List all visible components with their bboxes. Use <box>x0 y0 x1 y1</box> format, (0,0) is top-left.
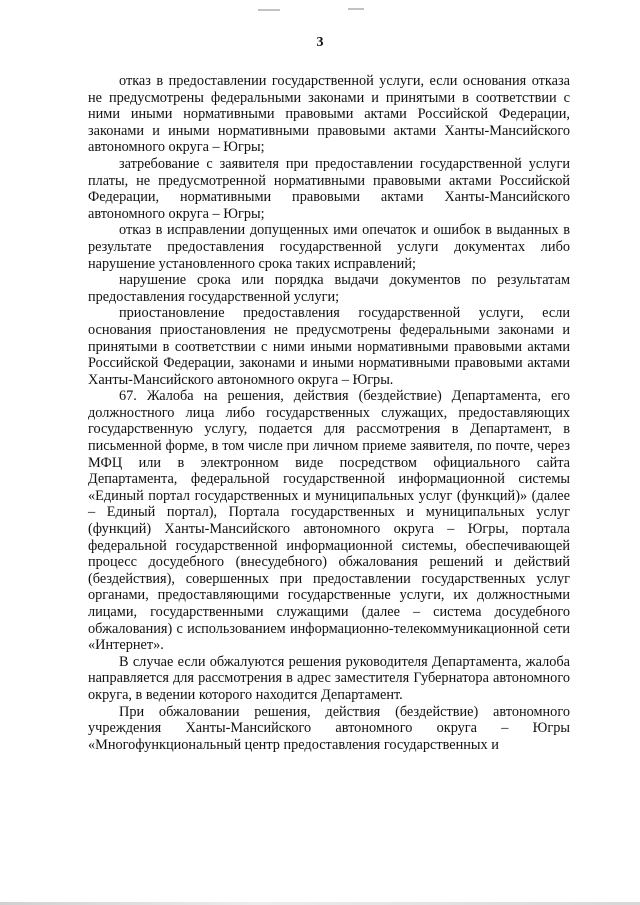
paragraph: При обжаловании решения, действия (бездействие) автономного учреждения Ханты-Мансийского автономного округа – Югры «Многофункциональный центр предоставления государственных и <box>88 703 570 753</box>
paragraph: нарушение срока или порядка выдачи документов по результатам предоставления государственной услуги; <box>88 272 570 305</box>
paragraph: затребование с заявителя при предоставлении государственной услуги платы, не предусмотренной нормативными правовыми актами Российской Федерации, нормативными правовыми актами Ханты-Мансийского автономного округа – Югры; <box>88 155 570 222</box>
paragraph: отказ в предоставлении государственной услуги, если основания отказа не предусмотрены федеральными законами и принятыми в соответствии с ними иными нормативными правовыми актами Российской Федерации, законами и иными нормативными правовыми актами Ханты-Мансийского автономного округа – Югры; <box>88 73 570 156</box>
document-body <box>88 73 570 753</box>
scan-mark-right <box>348 8 364 10</box>
paragraph: 67. Жалоба на решения, действия (бездействие) Департамента, его должностного лица либо государственных служащих, предоставляющих государственную услугу, подается для рассмотрения в Департамент, в письменной форме, в том числе при личном приеме заявителя, по почте, через МФЦ или в электронном виде посредством официального сайта Департамента, федеральной государственной информационной системы «Единый портал государственных и муниципальных услуг (функций)» (далее – Единый портал), Портала государственных и муниципальных услуг (функций) Ханты-Мансийского автономного округа – Югры, портала федеральной государственной информационной системы, обеспечивающей процесс досудебного (внесудебного) обжалования решений и действий (бездействия), совершенных при предоставлении государственных услуг органами, предоставляющими государственные услуги, их должностными лицами, государственными служащими (далее – система досудебного обжалования) с использованием информационно-телекоммуникационной сети «Интернет». <box>88 388 570 654</box>
page-number: 3 <box>316 35 324 50</box>
paragraph: приостановление предоставления государственной услуги, если основания приостановления не предусмотрены федеральными законами и принятыми в соответствии с ними иными нормативными правовыми актами Российской Федерации, законами и иными нормативными правовыми актами Ханты-Мансийского автономного округа – Югры. <box>88 305 570 388</box>
paragraph: отказ в исправлении допущенных ими опечаток и ошибок в выданных в результате предоставления государственной услуги документах либо нарушение установленного срока таких исправлений; <box>88 222 570 272</box>
scan-mark-left <box>258 9 280 11</box>
paragraph: В случае если обжалуются решения руководителя Департамента, жалоба направляется для рассмотрения в адрес заместителя Губернатора автономного округа, в ведении которого находится Департамент. <box>88 653 570 703</box>
